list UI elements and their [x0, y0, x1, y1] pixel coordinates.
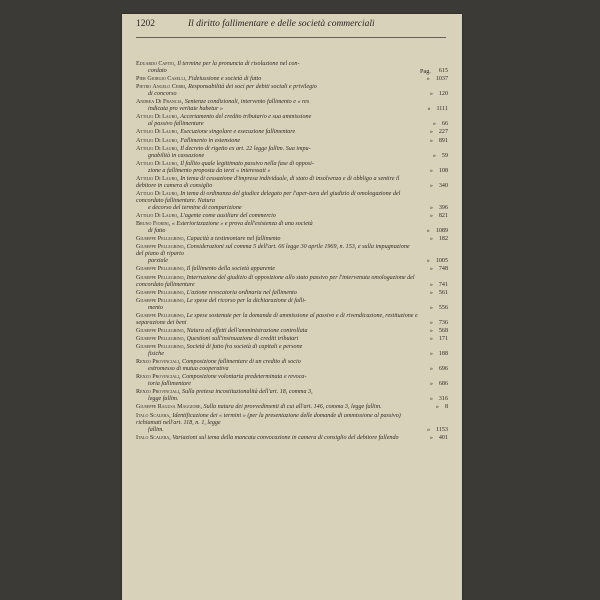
index-entries [136, 61, 448, 443]
entry-title: In tema di cessazione d'impresa individuale, di stato di insolvenza e di obbligo a sentire il debitore in camera di consiglio [136, 175, 400, 189]
entry-title: Fallimento in estensione [180, 137, 241, 144]
entry-title: Società di fatto fra società di capitali e persone [186, 344, 303, 351]
page-value: 188 [438, 351, 448, 358]
entry-title: L'azione revocatoria ordinaria nel fallimento [186, 289, 297, 296]
entry-title-continuation: e decorso del termine di comparizione [148, 204, 242, 211]
page-value: 741 [438, 281, 448, 288]
entry-page-number: » 748 [429, 266, 448, 273]
entry-title: « Esteriorizzazione » e prova dell'esistenza di una società [171, 221, 313, 228]
entry-text [136, 213, 418, 220]
index-entry [136, 374, 448, 388]
entry-author: Attilio Di Lauro, [136, 190, 179, 197]
entry-title: Responsabilità dei soci per debiti sociali e privilegio [188, 84, 317, 91]
entry-author: Eduardo Capito, [136, 61, 176, 67]
entry-text [136, 191, 418, 205]
entry-text [136, 236, 418, 243]
entry-page-number: » 401 [429, 434, 448, 441]
entry-page-number: » 316 [429, 396, 448, 403]
entry-text [136, 129, 418, 136]
entry-text [136, 61, 418, 68]
entry-title-continuation: estromesso di mutua cooperativa [148, 366, 229, 373]
entry-page-number: » 821 [429, 213, 448, 220]
entry-author: Renzo Provinciali, [136, 374, 181, 381]
index-entry [136, 146, 448, 160]
entry-text [136, 344, 418, 351]
page-value: 821 [438, 213, 448, 220]
entry-page-number: » 171 [429, 335, 448, 342]
entry-title: Sulla natura dei provvedimenti di cui all'art. 146, comma 3, legge fallim. [203, 404, 382, 411]
entry-title: Il termine per la pronuncia di risoluzione nel con- [177, 61, 300, 67]
index-entry [136, 404, 448, 411]
index-entry [136, 298, 448, 312]
entry-author: Attilio Di Lauro, [136, 175, 179, 182]
index-entry [136, 244, 448, 265]
entry-title: Esecuzione singolare e esecuzione fallimentare [180, 129, 296, 136]
entry-page-number: » 568 [429, 327, 448, 334]
entry-title: Il fallito quale legittimato passivo nella fase di opposi- [180, 160, 314, 167]
page-value: 1089 [435, 228, 448, 235]
entry-text [136, 146, 418, 153]
index-entry [136, 336, 448, 343]
page-value: 8 [444, 404, 448, 411]
entry-author: Andrea Di Francia, [136, 99, 184, 106]
index-entry [136, 236, 448, 243]
entry-author: Giuseppe Pellegrino, [136, 335, 186, 342]
page-value: 66 [441, 121, 448, 128]
entry-title-continuation: zione a fallimento proposta da terzi « interessati » [148, 167, 271, 174]
index-entry [136, 76, 448, 83]
entry-title: Composizione volontaria predeterminata e revoca- [182, 374, 307, 381]
entry-text [136, 76, 418, 83]
entry-author: Renzo Provinciali, [136, 389, 181, 396]
entry-author: Attilio Di Lauro, [136, 160, 179, 167]
entry-page-number: » 736 [429, 319, 448, 326]
page-value: 568 [438, 327, 448, 334]
entry-title: Composizione fallimentare di un credito di socio [182, 359, 301, 366]
entry-title-continuation: fisiche [148, 351, 164, 358]
entry-title: Considerazioni sul comma 5 dell'art. 66 legge 30 aprile 1969, n. 153, e sulla impugnazione del piano di riparto [136, 244, 410, 258]
index-entry [136, 266, 448, 273]
entry-title-continuation: indicata pro veritate habetur » [148, 106, 223, 113]
entry-text [136, 298, 418, 305]
entry-text [136, 404, 418, 411]
page-value: 615 [438, 68, 448, 74]
index-entry [136, 114, 448, 128]
entry-page-number: » 1089 [426, 228, 448, 235]
entry-title: Questioni sull'insinuazione di crediti tributari [186, 335, 299, 342]
entry-title: Fideiussione e società di fatto [188, 76, 262, 83]
index-entry [136, 290, 448, 297]
entry-page-number: » 182 [429, 236, 448, 243]
entry-text [136, 266, 418, 273]
entry-author: Pier Giorgio Caselli, [136, 76, 187, 83]
entry-title: In tema di ordinanza del giudice delegato per l'aper-tura del giudizio di omologazione del concordato fallimentare. Natura [136, 190, 401, 204]
entry-author: Attilio Di Lauro, [136, 129, 179, 136]
entry-page-number: » 686 [429, 381, 448, 388]
index-entry [136, 129, 448, 136]
page-value: 736 [438, 319, 448, 326]
entry-text [136, 138, 418, 145]
entry-author: Giuseppe Pellegrino, [136, 274, 186, 281]
page-value: 686 [438, 381, 448, 388]
entry-text [136, 328, 418, 335]
page-value: 891 [438, 137, 448, 144]
entry-author: Giuseppe Pellegrino, [136, 344, 186, 351]
entry-author: Italo Scalera, [136, 412, 171, 419]
entry-text [136, 275, 418, 289]
entry-author: Pietro Angelo Cerri, [136, 84, 187, 91]
page-value: 696 [438, 366, 448, 373]
entry-text [136, 84, 418, 91]
entry-title: Le spese del ricorso per la dichiarazione di falli- [186, 297, 307, 304]
entry-author: Attilio Di Lauro, [136, 137, 179, 144]
entry-author: Giuseppe Pellegrino, [136, 297, 186, 304]
entry-text [136, 413, 418, 427]
page-value: 182 [438, 236, 448, 243]
entry-page-number: » 396 [429, 204, 448, 211]
entry-author: Bruno Fiorini, [136, 221, 171, 228]
index-entry [136, 213, 448, 220]
entry-author: Giuseppe Pellegrino, [136, 327, 186, 334]
entry-page-number: » 556 [429, 304, 448, 311]
running-title: Il diritto fallimentare e delle società commerciali [188, 19, 375, 29]
entry-page-number: » 108 [429, 167, 448, 174]
page-value: 1111 [436, 106, 448, 113]
entry-title-continuation: mento [148, 304, 163, 311]
entry-title: Le spese sostenute per la domanda di ammissione al passivo e di rivendicazione, restituzione e separazione dei beni [136, 312, 418, 326]
entry-title-continuation: cordato [148, 68, 167, 74]
index-entry [136, 413, 448, 434]
entry-page-number: » 741 [429, 281, 448, 288]
entry-page-number: » 696 [429, 366, 448, 373]
entry-title: Sentenze condizionali, intervento fallimento e « res [184, 99, 310, 106]
index-entry [136, 161, 448, 175]
entry-author: Giuseppe Pellegrino, [136, 312, 186, 319]
index-entry [136, 176, 448, 190]
index-entry [136, 435, 448, 442]
entry-author: Giuseppe Pellegrino, [136, 266, 186, 273]
entry-text [136, 359, 418, 366]
entry-author: Giuseppe Pellegrino, [136, 236, 186, 243]
index-entry [136, 328, 448, 335]
entry-title-continuation: toria fallimentare [148, 381, 191, 388]
page-value: 1037 [435, 76, 448, 83]
index-entry [136, 191, 448, 212]
entry-text [136, 336, 418, 343]
entry-author: Italo Scalera, [136, 434, 171, 441]
entry-page-number: » 561 [429, 289, 448, 296]
entry-text [136, 313, 418, 327]
page-value: 340 [438, 182, 448, 189]
page-value: 401 [438, 434, 448, 441]
entry-text [136, 161, 418, 168]
page-value: 1005 [435, 258, 448, 265]
page-value: 227 [438, 129, 448, 136]
entry-title: Identificazione dei « termini » (per la presentazione delle domande di ammissione al passivo) richiamati nell'art. 118, n. 1, legge [136, 412, 401, 426]
entry-text [136, 290, 418, 297]
entry-page-number: » 227 [429, 129, 448, 136]
entry-title-continuation: di concorso [148, 91, 177, 98]
book-page [122, 14, 462, 600]
entry-page-number: » 188 [429, 351, 448, 358]
entry-title: Variazioni sul tema della mancata convocazione in camera di consiglio del debitore fallendo [172, 434, 399, 441]
index-entry [136, 389, 448, 403]
page-value: 316 [438, 396, 448, 403]
entry-title-continuation: parziale [148, 258, 168, 265]
entry-author: Attilio Di Lauro, [136, 213, 179, 220]
entry-title-continuation: di fatto [148, 228, 166, 235]
page-value: 748 [438, 266, 448, 273]
entry-author: Giuseppe Pellegrino, [136, 289, 186, 296]
entry-title-continuation: al passivo fallimentare [148, 121, 204, 128]
header-rule [136, 37, 446, 38]
entry-text [136, 99, 418, 106]
index-entry [136, 61, 448, 75]
page-value: 120 [438, 91, 448, 98]
index-entry [136, 313, 448, 327]
page-value: 556 [438, 304, 448, 311]
entry-author: Attilio Di Lauro, [136, 114, 179, 121]
page-value: 1153 [436, 426, 448, 433]
entry-title: Natura ed effetti dell'amministrazione controllata [186, 327, 308, 334]
entry-text [136, 244, 418, 258]
entry-page-number: » 1153 [426, 426, 448, 433]
page-value: 561 [438, 289, 448, 296]
page-value: 396 [438, 204, 448, 211]
entry-title-continuation: fallim. [148, 426, 164, 433]
entry-text [136, 435, 418, 442]
entry-author: Attilio Di Lauro, [136, 145, 179, 152]
entry-page-number: » 340 [429, 182, 448, 189]
index-entry [136, 275, 448, 289]
entry-title: Capacità a testimoniare nel fallimento [186, 236, 281, 243]
entry-text [136, 389, 418, 396]
index-entry [136, 138, 448, 145]
entry-author: Giuseppe Ragusa Maggiore, [136, 404, 203, 411]
entry-title-continuation: legge fallim. [148, 396, 179, 403]
entry-author: Renzo Provinciali, [136, 359, 181, 366]
index-entry [136, 344, 448, 358]
page-number: 1202 [136, 19, 155, 29]
entry-page-number: » 1005 [426, 258, 448, 265]
index-entry [136, 359, 448, 373]
entry-page-number [414, 68, 448, 75]
index-entry [136, 84, 448, 98]
entry-author: Giuseppe Pellegrino, [136, 244, 186, 251]
entry-text [136, 221, 418, 228]
entry-page-number: » 66 [432, 121, 448, 128]
entry-title: L'agente come ausiliare del commercio [180, 213, 276, 220]
entry-title: Il decreto di rigetto ex art. 22 legge fallim. Sua impu- [180, 145, 311, 152]
entry-page-number: » 1037 [426, 76, 448, 83]
entry-title-continuation: gnabilità in cassazione [148, 152, 205, 159]
entry-title: Sulla pretesa incostituzionalità dell'art. 18, comma 3, [182, 389, 313, 396]
entry-title: Il fallimento della società apparente [186, 266, 276, 273]
index-entry [136, 221, 448, 235]
entry-page-number: » 1111 [427, 106, 448, 113]
index-entry [136, 99, 448, 113]
entry-page-number: » 891 [429, 137, 448, 144]
page-column-label: Pag. [420, 68, 431, 75]
entry-text [136, 176, 418, 190]
entry-title: Accertamento del credito tributario e sua ammissione [180, 114, 312, 121]
entry-page-number: » 8 [435, 404, 448, 411]
entry-page-number: » 59 [432, 152, 448, 159]
page-value: 171 [438, 335, 448, 342]
page-value: 59 [441, 152, 448, 159]
entry-page-number: » 120 [429, 91, 448, 98]
entry-title: Interruzione del giudizio di opposizione allo stato passivo per l'intervenuta omologazione del concordato fallimentare [136, 274, 415, 288]
page-value: 108 [438, 167, 448, 174]
